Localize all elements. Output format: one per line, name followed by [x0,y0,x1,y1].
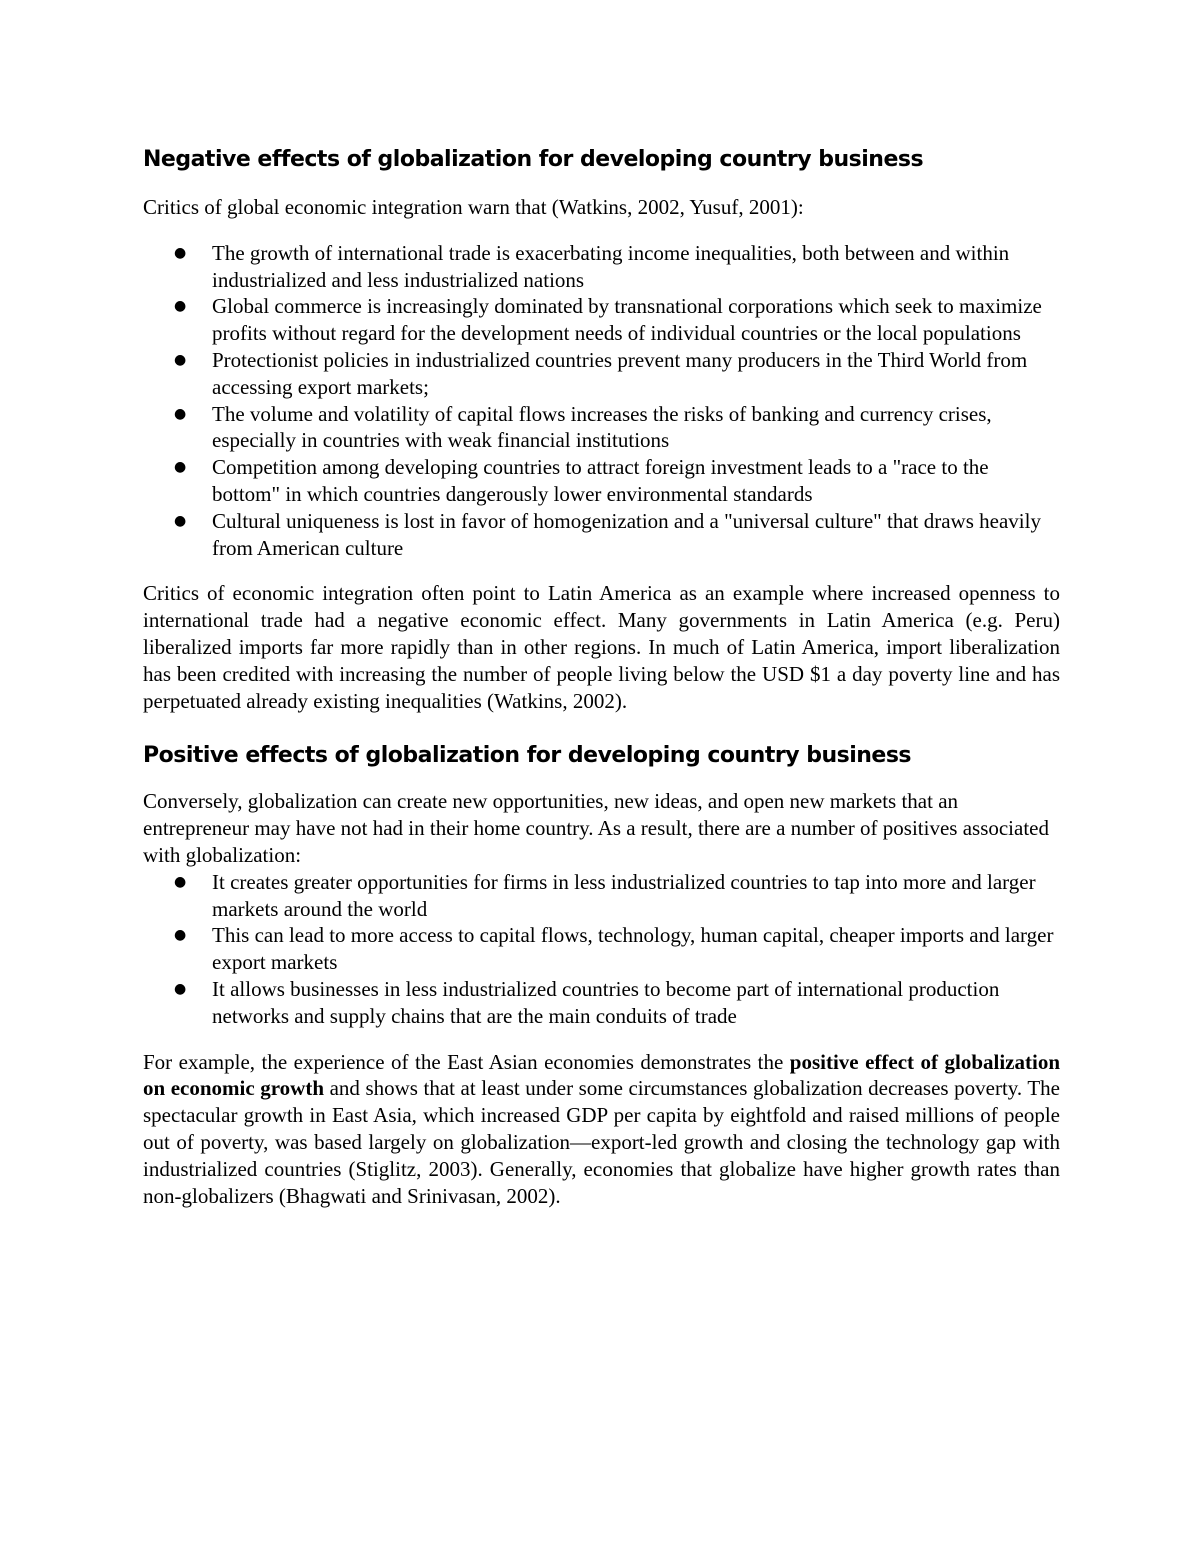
list-item [174,508,1060,562]
bullet-icon: ● [174,459,187,476]
list-item [174,240,1060,294]
list-item [174,401,1060,455]
list-item [174,347,1060,401]
list-item-text: The growth of international trade is exacerbating income inequalities, both between and within industrialized and less industrialized nations [212,240,1010,292]
bullet-icon: ● [174,405,187,422]
list-item-text: It allows businesses in less industrialized countries to become part of international production networks and supply chains that are the main conduits of trade [212,976,1000,1028]
negative-effects-list [143,240,1060,562]
list-item-text: It creates greater opportunities for firms in less industrialized countries to tap into more and larger markets around the world [212,869,1036,921]
bullet-icon: ● [174,298,187,315]
east-asia-bold-text: positive effect of globalization on economic growth [143,1049,1061,1101]
negative-intro-paragraph: Critics of global economic integration warn that (Watkins, 2002, Yusuf, 2001): [143,195,804,219]
bullet-icon: ● [174,512,187,529]
list-item-text: Protectionist policies in industrialized countries prevent many producers in the Third World from accessing export markets; [212,347,1028,399]
bullet-icon: ● [174,980,187,997]
positive-intro-paragraph: Conversely, globalization can create new opportunities, new ideas, and open new markets that an entrepreneur may have not had in their home country. As a result, there are a number of positives associated with globalization: [143,789,1049,867]
list-item [174,293,1060,347]
east-asia-rest-text: and shows that at least under some circumstances globalization decreases poverty. The spectacular growth in East Asia, which increased GDP per capita by eightfold and raised millions of people out of poverty, was based largely on globalization—export-led growth and closing the technology gap with industrialized countries (Stiglitz, 2003). Generally, economies that globalize have higher growth rates than non-globalizers (Bhagwati and Srinivasan, 2002). [143,1076,1060,1208]
latin-america-paragraph: Critics of economic integration often point to Latin America as an example where increased openness to international trade had a negative economic effect. Many governments in Latin America (e.g. Peru) liberalized imports far more rapidly than in other regions. In much of Latin America, import liberalization has been credited with increasing the number of people living below the USD $1 a day poverty line and has perpetuated already existing inequalities (Watkins, 2002). [143,581,1060,713]
east-asia-lead-text: For example, the experience of the East Asian economies demonstrates the [143,1049,790,1074]
list-item [174,976,1060,1030]
list-item-text: Global commerce is increasingly dominated by transnational corporations which seek to maximize profits without regard for the development needs of individual countries or the local populations [212,294,1042,346]
list-item [174,869,1060,923]
east-asia-paragraph [143,1049,1060,1210]
negative-effects-heading: Negative effects of globalization for developing country business [143,147,924,172]
bullet-icon: ● [174,351,187,368]
positive-effects-heading: Positive effects of globalization for developing country business [143,743,912,769]
bullet-icon: ● [174,927,187,944]
list-item-text: Cultural uniqueness is lost in favor of homogenization and a "universal culture" that draws heavily from American culture [212,508,1041,560]
list-item [174,922,1060,976]
document-page [143,138,1060,1209]
list-item-text: Competition among developing countries to attract foreign investment leads to a "race to the bottom" in which countries dangerously lower environmental standards [212,455,989,506]
bullet-icon: ● [174,244,187,261]
list-item-text: The volume and volatility of capital flows increases the risks of banking and currency crises, especially in countries with weak financial institutions [212,401,992,453]
positive-effects-list [143,869,1060,1030]
list-item [174,454,1060,508]
list-item-text: This can lead to more access to capital flows, technology, human capital, cheaper imports and larger export markets [212,923,1054,975]
bullet-icon: ● [174,873,187,890]
